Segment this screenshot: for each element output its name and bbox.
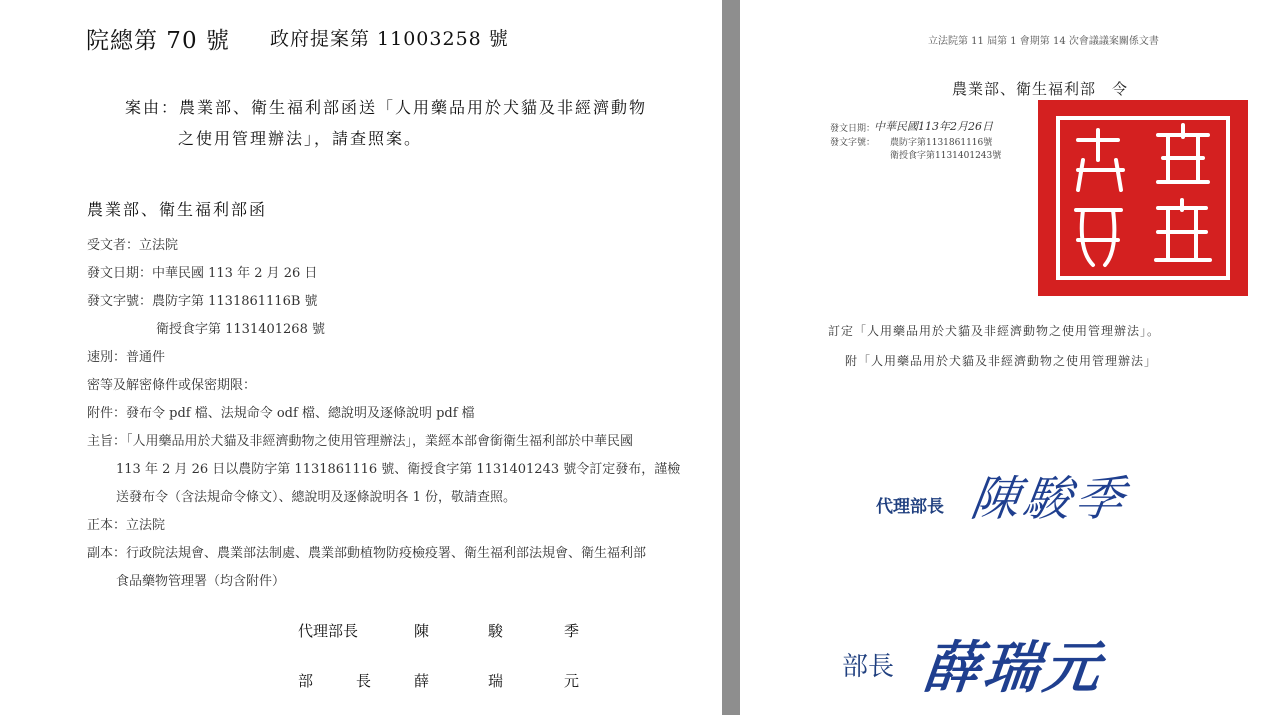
acting-minister-name-char-1: 陳 [414,622,430,640]
attachments: 附件：發布令 pdf 檔、法規命令 odf 檔、總說明及逐條說明 pdf 檔 [87,406,475,421]
issue-date-label: 發文日期： [830,124,876,134]
page-gutter [722,0,740,715]
case-line-1: 案由：農業部、衛生福利部函送「人用藥品用於犬貓及非經濟動物 [125,98,648,117]
acting-minister-name-char-3: 季 [564,622,580,640]
subject-line-3: 送發布令（含法規命令條文）、總說明及逐條說明各 1 份，敬請查照。 [116,490,517,505]
reference-number-1: 農防字第1131861116號 [890,138,993,148]
document-number: 院總第 70 號 [86,28,230,54]
reference-label: 發文字號： [830,138,876,148]
order-header: 農業部、衛生福利部 令 [952,80,1129,98]
minister-signature: 薛瑞元 [920,635,1108,701]
official-seal [1038,100,1248,296]
minister-name-char-2: 瑞 [488,672,504,690]
copy-recipients-line-1: 副本：行政院法規會、農業部法制處、農業部動植物防疫檢疫署、衛生福利部法規會、衛生福利部 [87,546,647,561]
acting-minister-label: 代理部長 [876,497,944,517]
case-line-2: 之使用管理辦法」，請查照案。 [178,129,423,148]
secrecy-level: 密等及解密條件或保密期限： [87,378,257,393]
reference-number-2: 衛授食字第 1131401268 號 [156,322,325,337]
subject-line-1: 主旨：「人用藥品用於犬貓及非經濟動物之使用管理辦法」，業經本部會銜衛生福利部於中華民國 [87,434,634,449]
reference-number-1: 發文字號：農防字第 1131861116B 號 [87,294,318,309]
copy-recipients-line-2: 食品藥物管理署（均含附件） [116,574,286,589]
acting-minister-title: 代理部長 [298,622,359,640]
attachment-text: 附「人用藥品用於犬貓及非經濟動物之使用管理辦法」 [845,354,1158,368]
minister-name-char-3: 元 [564,672,580,690]
session-header: 立法院第 11 屆第 1 會期第 14 次會議議案關係文書 [928,36,1159,47]
original-recipient: 正本：立法院 [87,518,166,533]
acting-minister-signature: 陳駿季 [967,471,1132,527]
acting-minister-name-char-2: 駿 [488,622,504,640]
issue-date-value: 中華民國113年2月26日 [874,120,993,133]
issue-date: 發文日期：中華民國 113 年 2 月 26 日 [87,266,318,281]
minister-label: 部長 [842,652,895,682]
order-text: 訂定「人用藥品用於犬貓及非經濟動物之使用管理辦法」。 [828,324,1161,338]
right-document-page [740,0,1280,715]
letter-header: 農業部、衛生福利部函 [87,200,268,219]
recipient: 受文者：立法院 [87,238,179,253]
reference-number-2: 衛授食字第1131401243號 [890,151,1002,161]
bill-number: 政府提案第 11003258 號 [270,28,509,50]
minister-title-char-2: 長 [356,672,372,690]
subject-line-2: 113 年 2 月 26 日以農防字第 1131861116 號、衛授食字第 1131401243 號令訂定發布，謹檢 [116,462,681,477]
minister-title-char-1: 部 [298,672,314,690]
speed-class: 速別：普通件 [87,350,166,365]
minister-name-char-1: 薛 [414,672,430,690]
signature-row-acting-minister [0,620,722,644]
signature-row-minister [0,670,722,694]
